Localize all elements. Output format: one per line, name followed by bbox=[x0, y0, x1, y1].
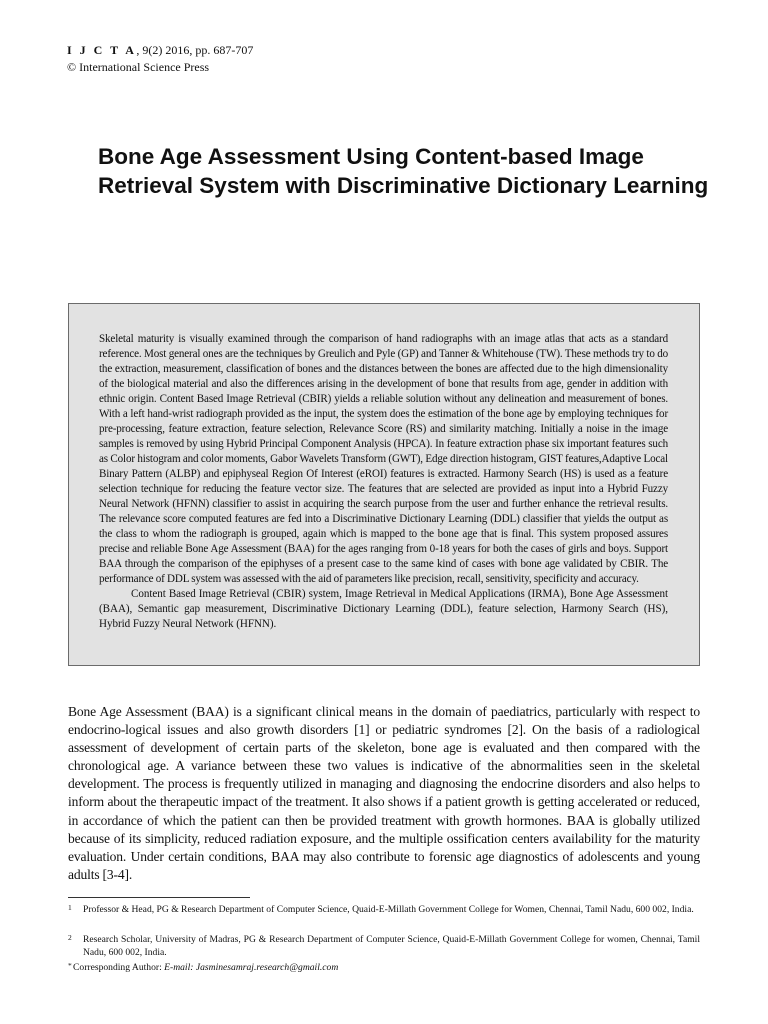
footnote-2 bbox=[68, 934, 700, 959]
journal-citation bbox=[67, 42, 253, 58]
corresponding-author-line bbox=[73, 962, 700, 975]
abstract-box bbox=[68, 303, 700, 666]
footnote-text: Research Scholar, University of Madras, PG & Research Department of Computer Science, Quaid-E-Millath Government College for women, Chennai, Tamil Nadu, 600 002, India. bbox=[83, 934, 700, 958]
footnote-1 bbox=[68, 904, 700, 917]
journal-abbreviation: I J C T A bbox=[67, 43, 137, 57]
keywords-text: Content Based Image Retrieval (CBIR) system, Image Retrieval in Medical Applications (IRMA), Bone Age Assessment (BAA), Semantic gap measurement, Discriminative Dictionary Learning (DDL), feature selection, Harmony Search (HS), Hybrid Fuzzy Neural Network (HFNN). bbox=[99, 588, 668, 631]
journal-volume-pages: , 9(2) 2016, pp. 687-707 bbox=[136, 43, 254, 57]
paper-title: Bone Age Assessment Using Content-based Image Retrieval System with Discriminative Dictionary Learning bbox=[98, 144, 709, 198]
email-label: E-mail: bbox=[164, 962, 196, 973]
footnote-mark: 2 bbox=[68, 933, 72, 942]
footnote-separator bbox=[68, 897, 250, 898]
abstract-text: Skeletal maturity is visually examined through the comparison of hand radiographs with an image atlas that acts as a standard reference. Most general ones are the techniques by Greulich and Pyle (GP) and Tanner & Whitehouse (TW). These methods try to do the extraction, measurement, classification of bones and the distances between the bones are affected due to the high dimensionality of the biological material and also the differences arising in the development of bone that results from age, gender in addition with ethnic origin. Content Based Image Retrieval (CBIR) yields a reliable solution without any delineation and measurement of bones. With a left hand-wrist radiograph provided as the input, the system does the estimation of the bone age by employing techniques for pre-processing, feature extraction, feature selection, Relevance Score (RS) and similarity matching. Initially a noise in the image samples is removed by using Hybrid Principal Component Analysis (HPCA). In feature extraction phase six important features such as Color histogram and color moments, Gabor Wavelets Transform (GWT), Edge direction histogram, GIST features,Adaptive Local Binary Pattern (ALBP) and epiphyseal Region Of Interest (eROI) features is extracted. Harmony Search (HS) is used as a feature selection technique for reducing the feature vector size. The features that are selected are provided as input into a Hybrid Fuzzy Neural Network (HFNN) classifier to assist in acquiring the search purpose from the user and further enhance the retrieval results. The relevance score computed features are fed into a Discriminative Dictionary Learning (DDL) classifier that yields the output as the class to whom the radiograph is grouped, again which is mapped to the bone age that is final. This system proposed assures precise and reliable Bone Age Assessment (BAA) for the ages ranging from 0-18 years for both the cases of girls and boys. Support BAA through the comparison of the epiphyses of a present case to the same kind of cases with bone age validated by CBIR. The performance of DDL system was assessed with the aid of parameters like precision, recall, sensitivity, specificity and accuracy. bbox=[99, 333, 668, 586]
footnote-mark: * bbox=[68, 961, 72, 970]
footnote-mark: 1 bbox=[68, 903, 72, 912]
footnote-text: Professor & Head, PG & Research Department of Computer Science, Quaid-E-Millath Government College for Women, Chennai, Tamil Nadu, 600 002, India. bbox=[83, 904, 694, 915]
introduction-paragraph: Bone Age Assessment (BAA) is a significant clinical means in the domain of paediatrics, particularly with respect to endocrino-logical issues and also growth disorders [1] or pediatric syndromes [2]. On the basis of a radiological assessment of development of certain parts of the skeleton, bone age is evaluated and then compared with the chronological age. A variance between these two values is indicative of the abnormalities seen in the skeletal development. The process is frequently utilized in managing and diagnosing the endocrine disorders and also helps to inform about the therapeutic impact of the treatment. It also shows if a patient growth is getting accelerated or reduced, in accordance of which the patient can then be provided treatment with growth hormones. BAA is globally utilized because of its simplicity, reduced radiation exposure, and the multiple ossification centers availability for the maturity evaluation. Under certain conditions, BAA may also contribute to forensic age diagnostics of adolescents and young adults [3-4]. bbox=[68, 704, 700, 882]
publisher: © International Science Press bbox=[67, 60, 210, 74]
corresponding-author-label: Corresponding Author: bbox=[73, 962, 165, 973]
author-email-link[interactable]: Jasminesamraj.research@gmail.com bbox=[195, 962, 339, 973]
footnote-corresponding-author bbox=[68, 962, 700, 975]
